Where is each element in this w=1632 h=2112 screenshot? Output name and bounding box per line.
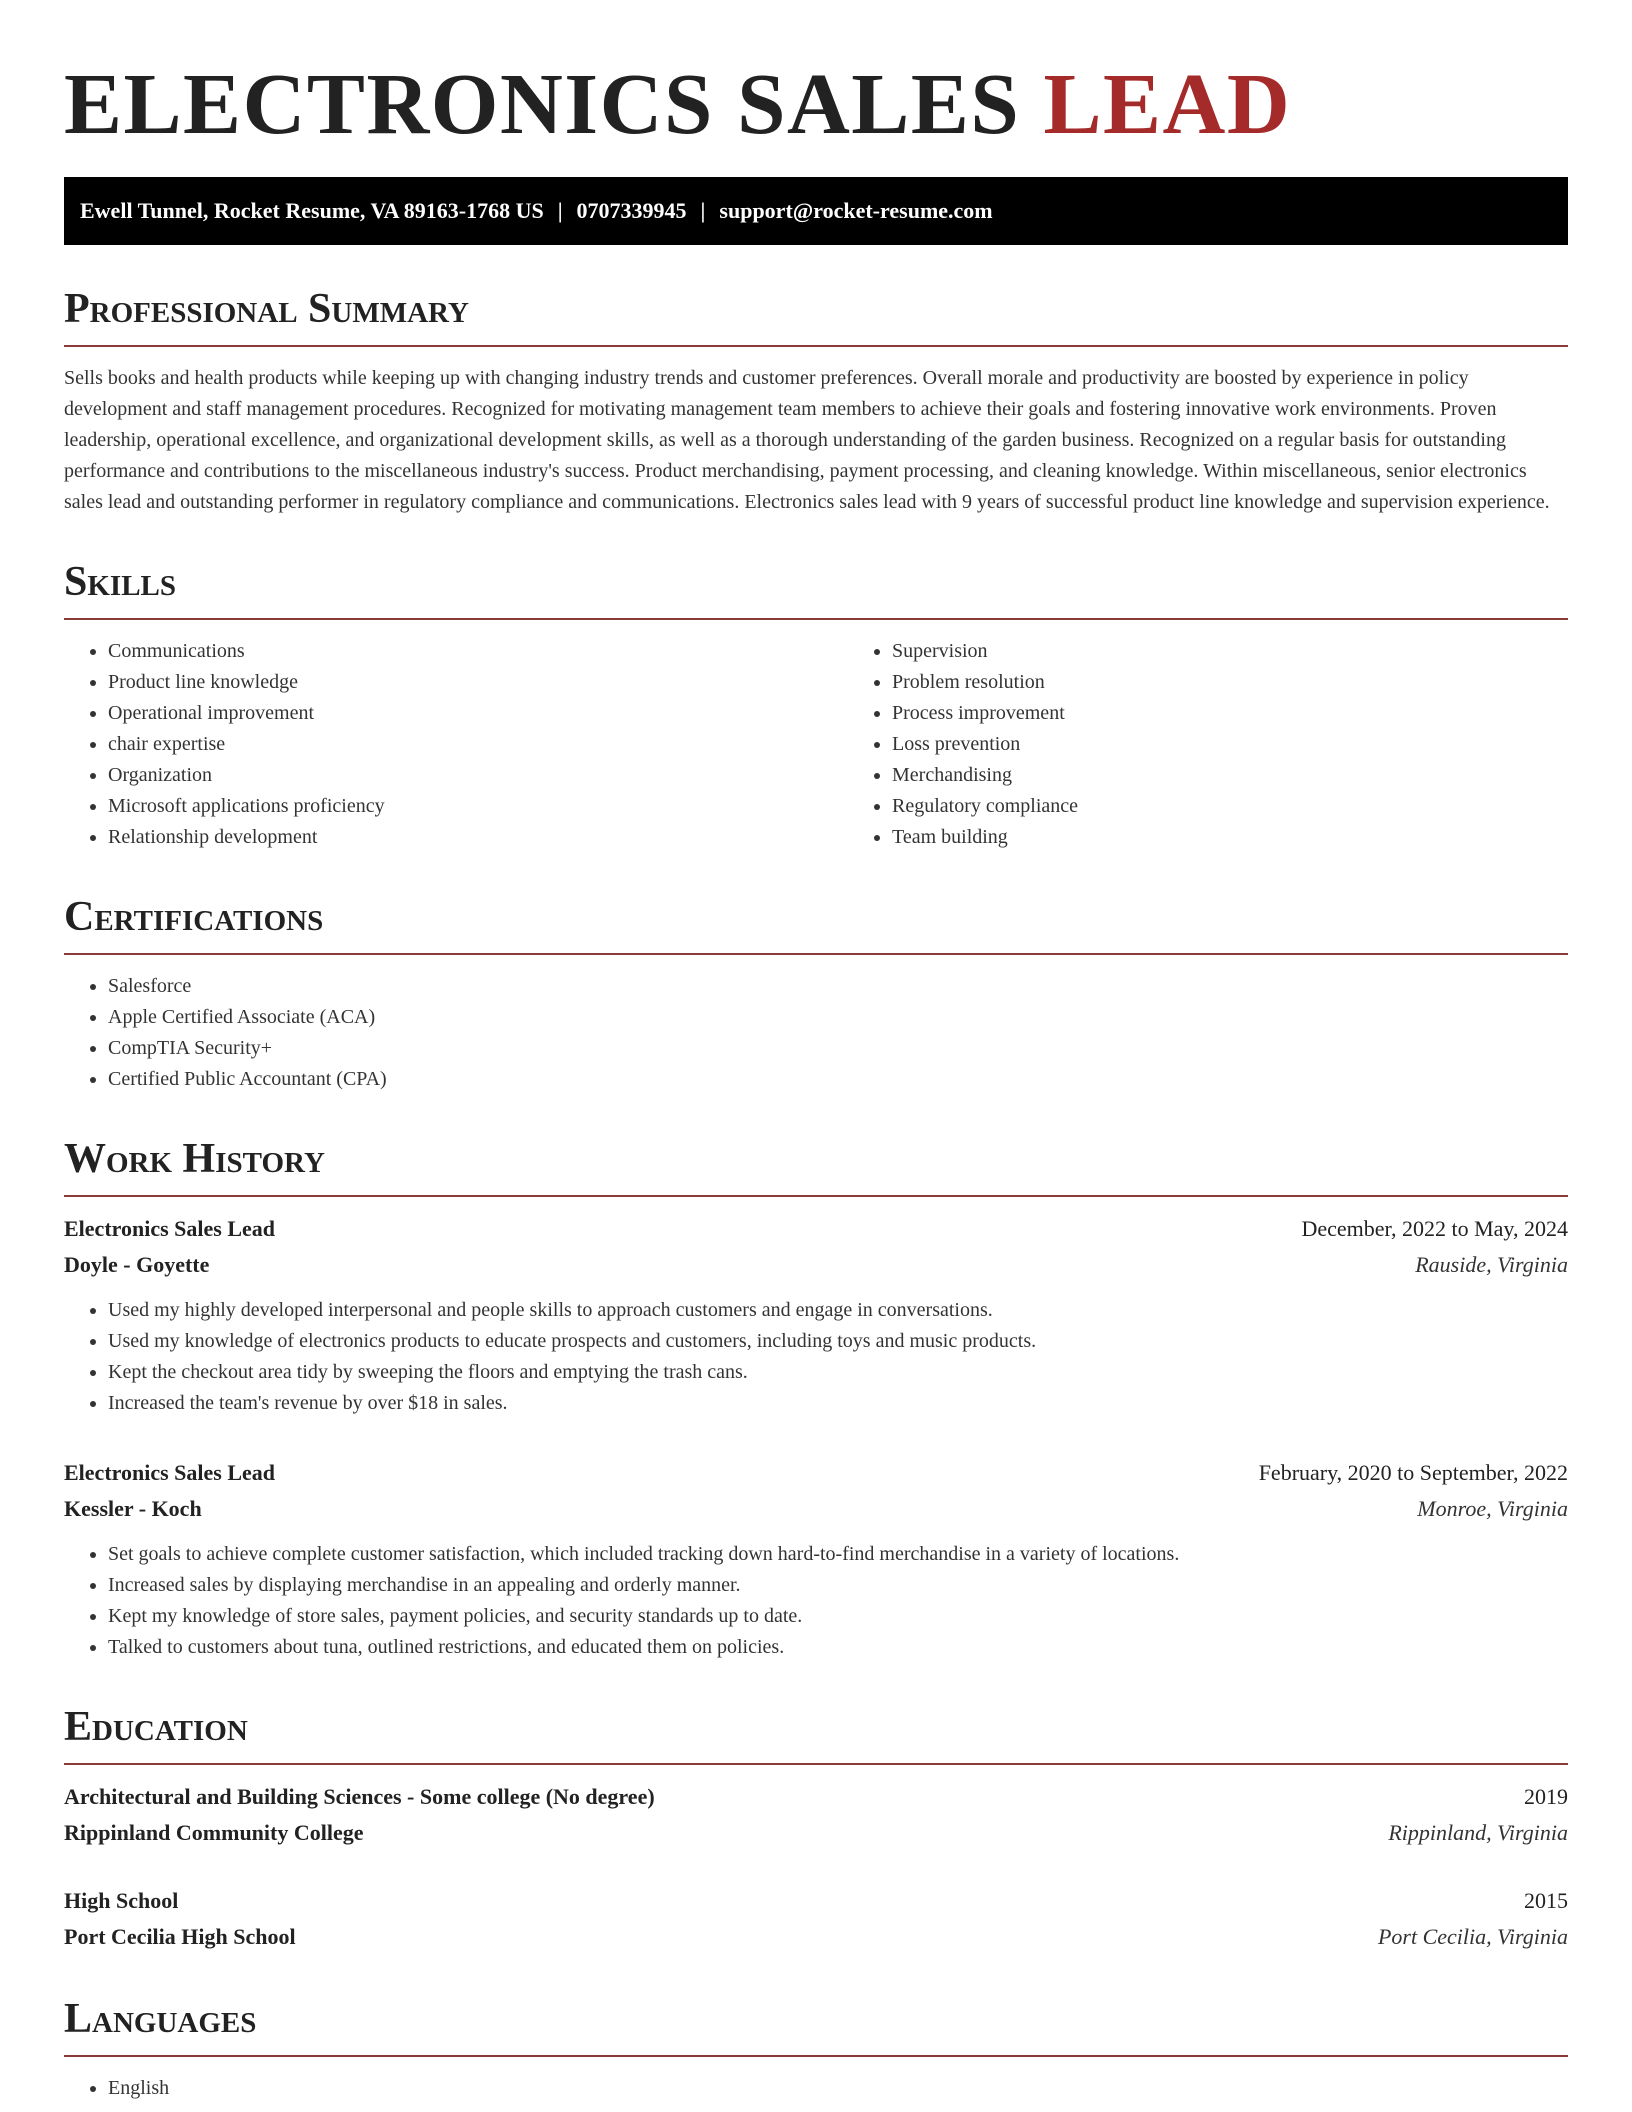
certification-item: • Certified Public Accountant (CPA): [108, 1064, 1568, 1095]
contact-separator: |: [700, 198, 706, 223]
job-duty-item: • Set goals to achieve complete customer satisfaction, which included tracking down hard-to-find merchandise in a variety of locations.: [108, 1539, 1568, 1570]
job-entry: [64, 1211, 1568, 1419]
section-heading-summary: Professional Summary: [64, 283, 1568, 347]
skill-item: • Problem resolution: [892, 667, 1632, 698]
title-main: ELECTRONICS SALES: [64, 55, 1021, 152]
education-entry: [64, 1779, 1568, 1851]
job-title: Electronics Sales Lead: [64, 1460, 276, 1485]
section-heading-certifications: Certifications: [64, 891, 1568, 955]
contact-address: Ewell Tunnel, Rocket Resume, VA 89163-1768 US: [80, 198, 544, 223]
languages-section: [64, 1993, 1568, 2104]
summary-text: Sells books and health products while keeping up with changing industry trends and customer preferences. Overall morale and productivity are boosted by experience in policy development and staff management procedures. Recognized for motivating management team members to achieve their goals and fostering innovative work environments. Proven leadership, operational excellence, and organizational development skills, as well as a thorough understanding of the garden business. Recognized on a regular basis for outstanding performance and contributions to the miscellaneous industry's success. Product merchandising, payment processing, and cleaning knowledge. Within miscellaneous, senior electronics sales lead and outstanding performer in regulatory compliance and communications. Electronics sales lead with 9 years of successful product line knowledge and supervision experience.: [64, 367, 1550, 513]
skill-item: • Regulatory compliance: [892, 791, 1632, 822]
education-school-row: [64, 1815, 1568, 1851]
job-duty-item: • Kept my knowledge of store sales, payment policies, and security standards up to date.: [108, 1601, 1568, 1632]
job-duty-item: • Used my knowledge of electronics products to educate prospects and customers, including toys and music products.: [108, 1326, 1568, 1357]
skill-item: • Loss prevention: [892, 729, 1632, 760]
job-title: Electronics Sales Lead: [64, 1216, 276, 1241]
education-degree: High School: [64, 1888, 179, 1913]
skills-list-right: [848, 636, 1632, 853]
certification-item: • CompTIA Security+: [108, 1033, 1568, 1064]
job-duty-item: • Increased the team's revenue by over $18 in sales.: [108, 1388, 1568, 1419]
certifications-section: [64, 891, 1568, 1095]
education-school: Rippinland Community College: [64, 1820, 364, 1845]
skill-item: • Product line knowledge: [108, 667, 848, 698]
certification-item: • Salesforce: [108, 971, 1568, 1002]
skill-item: • Microsoft applications proficiency: [108, 791, 848, 822]
job-company: Doyle - Goyette: [64, 1252, 210, 1277]
education-degree: Architectural and Building Sciences - Some college (No degree): [64, 1784, 655, 1809]
education-section: [64, 1701, 1568, 1955]
skills-grid: [64, 636, 1568, 853]
job-header-row: [64, 1455, 1568, 1491]
education-location: Port Cecilia, Virginia: [1377, 1924, 1568, 1949]
contact-phone: 0707339945: [576, 198, 687, 223]
job-company-row: [64, 1247, 1568, 1283]
work-history-section: [64, 1133, 1568, 1663]
skills-section: [64, 556, 1568, 853]
skill-item: • Supervision: [892, 636, 1632, 667]
job-company: Kessler - Koch: [64, 1496, 202, 1521]
section-heading-work-history: Work History: [64, 1133, 1568, 1197]
certification-item: • Apple Certified Associate (ACA): [108, 1002, 1568, 1033]
resume-title: [64, 54, 1568, 154]
title-accent: LEAD: [1043, 55, 1292, 152]
job-dates: February, 2020 to September, 2022: [1258, 1460, 1568, 1485]
job-duties-list: [64, 1295, 1568, 1419]
job-duty-item: • Kept the checkout area tidy by sweeping the floors and emptying the trash cans.: [108, 1357, 1568, 1388]
job-location: Rauside, Virginia: [1415, 1252, 1568, 1277]
skills-list-left: [64, 636, 848, 853]
education-location: Rippinland, Virginia: [1388, 1820, 1568, 1845]
job-entry: [64, 1455, 1568, 1663]
job-duty-item: • Talked to customers about tuna, outlined restrictions, and educated them on policies.: [108, 1632, 1568, 1663]
skill-item: • Team building: [892, 822, 1632, 853]
education-entry: [64, 1883, 1568, 1955]
education-year: 2015: [1524, 1888, 1568, 1913]
skill-item: • Operational improvement: [108, 698, 848, 729]
contact-bar: [64, 177, 1568, 245]
skill-item: • Merchandising: [892, 760, 1632, 791]
job-duty-item: • Increased sales by displaying merchandise in an appealing and orderly manner.: [108, 1570, 1568, 1601]
section-heading-languages: Languages: [64, 1993, 1568, 2057]
skill-item: • Communications: [108, 636, 848, 667]
job-dates: December, 2022 to May, 2024: [1301, 1216, 1568, 1241]
job-duty-item: • Used my highly developed interpersonal and people skills to approach customers and engage in conversations.: [108, 1295, 1568, 1326]
section-heading-skills: Skills: [64, 556, 1568, 620]
job-duties-list: [64, 1539, 1568, 1663]
skill-item: • Relationship development: [108, 822, 848, 853]
certifications-list: [64, 971, 1568, 1095]
education-year: 2019: [1524, 1784, 1568, 1809]
education-degree-row: [64, 1779, 1568, 1815]
skill-item: • chair expertise: [108, 729, 848, 760]
contact-email: support@rocket-resume.com: [719, 198, 993, 223]
job-company-row: [64, 1491, 1568, 1527]
languages-list: [64, 2073, 1568, 2104]
section-heading-education: Education: [64, 1701, 1568, 1765]
job-location: Monroe, Virginia: [1417, 1496, 1568, 1521]
summary-section: [64, 283, 1568, 518]
skill-item: • Organization: [108, 760, 848, 791]
education-school: Port Cecilia High School: [64, 1924, 296, 1949]
job-header-row: [64, 1211, 1568, 1247]
skill-item: • Process improvement: [892, 698, 1632, 729]
contact-separator: |: [557, 198, 563, 223]
education-degree-row: [64, 1883, 1568, 1919]
education-school-row: [64, 1919, 1568, 1955]
language-item: • English: [108, 2073, 1568, 2104]
